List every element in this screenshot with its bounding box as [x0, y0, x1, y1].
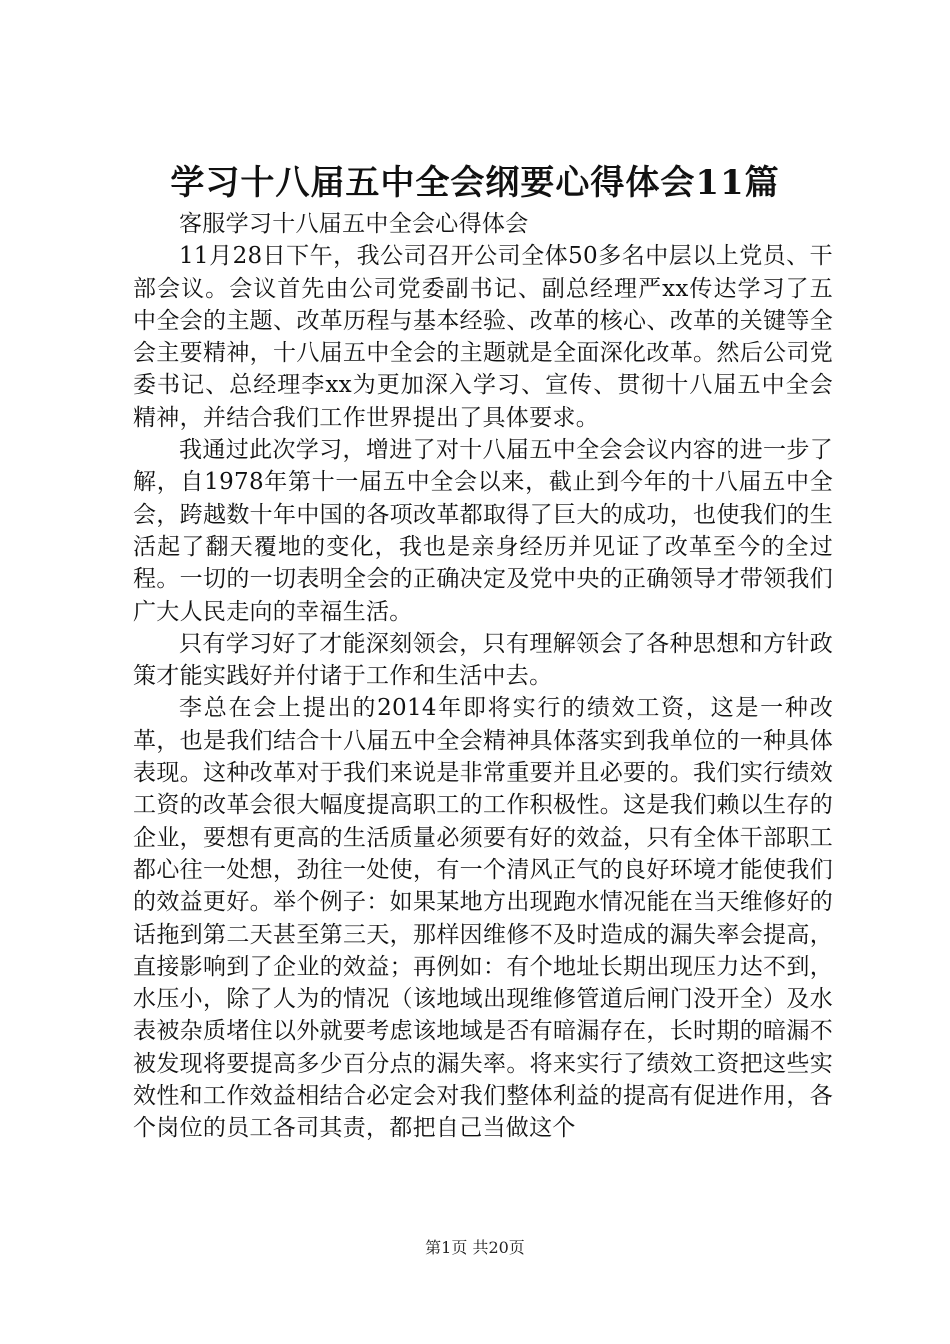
paragraph: 李总在会上提出的2014年即将实行的绩效工资，这是一种改革，也是我们结合十八届五中全会精神具体落实到我单位的一种具体表现。这种改革对于我们来说是非常重要并且必要的。我们实行绩效工资的改革会很大幅度提高职工的工作积极性。这是我们赖以生存的企业，要想有更高的生活质量必须要有好的效益，只有全体干部职工都心往一处想，劲往一处使，有一个清风正气的良好环境才能使我们的效益更好。举个例子：如果某地方出现跑水情况能在当天维修好的话拖到第二天甚至第三天，那样因维修不及时造成的漏失率会提高，直接影响到了企业的效益；再例如：有个地址长期出现压力达不到，水压小，除了人为的情况（该地域出现维修管道后闸门没开全）及水表被杂质堵住以外就要考虑该地域是否有暗漏存在，长时期的暗漏不被发现将要提高多少百分点的漏失率。将来实行了绩效工资把这些实效性和工作效益相结合必定会对我们整体利益的提高有促进作用，各个岗位的员工各司其责，都把自己当做这个 — [133, 695, 833, 1142]
paragraph-subtitle: 客服学习十八届五中全会心得体会 — [179, 211, 529, 237]
page-footer: 第1页 共20页 — [425, 1238, 525, 1257]
document-title: 学习十八届五中全会纲要心得体会11篇 — [170, 163, 780, 203]
paragraph: 11月28日下午，我公司召开公司全体50多名中层以上党员、干部会议。会议首先由公司党委副书记、副总经理严xx传达学习了五中全会的主题、改革历程与基本经验、改革的核心、改革的关键等全会主要精神，十八届五中全会的主题就是全面深化改革。然后公司党委书记、总经理李xx为更加深入学习、宣传、贯彻十八届五中全会精神，并结合我们工作世界提出了具体要求。 — [133, 243, 833, 431]
paragraph: 只有学习好了才能深刻领会，只有理解领会了各种思想和方针政策才能实践好并付诸于工作和生活中去。 — [133, 630, 833, 690]
paragraph: 我通过此次学习，增进了对十八届五中全会会议内容的进一步了解，自1978年第十一届五中全会以来，截止到今年的十八届五中全会，跨越数十年中国的各项改革都取得了巨大的成功，也使我们的生活起了翻天覆地的变化，我也是亲身经历并见证了改革至今的全过程。一切的一切表明全会的正确决定及党中央的正确领导才带领我们广大人民走向的幸福生活。 — [133, 437, 833, 625]
document-body — [133, 208, 833, 1145]
